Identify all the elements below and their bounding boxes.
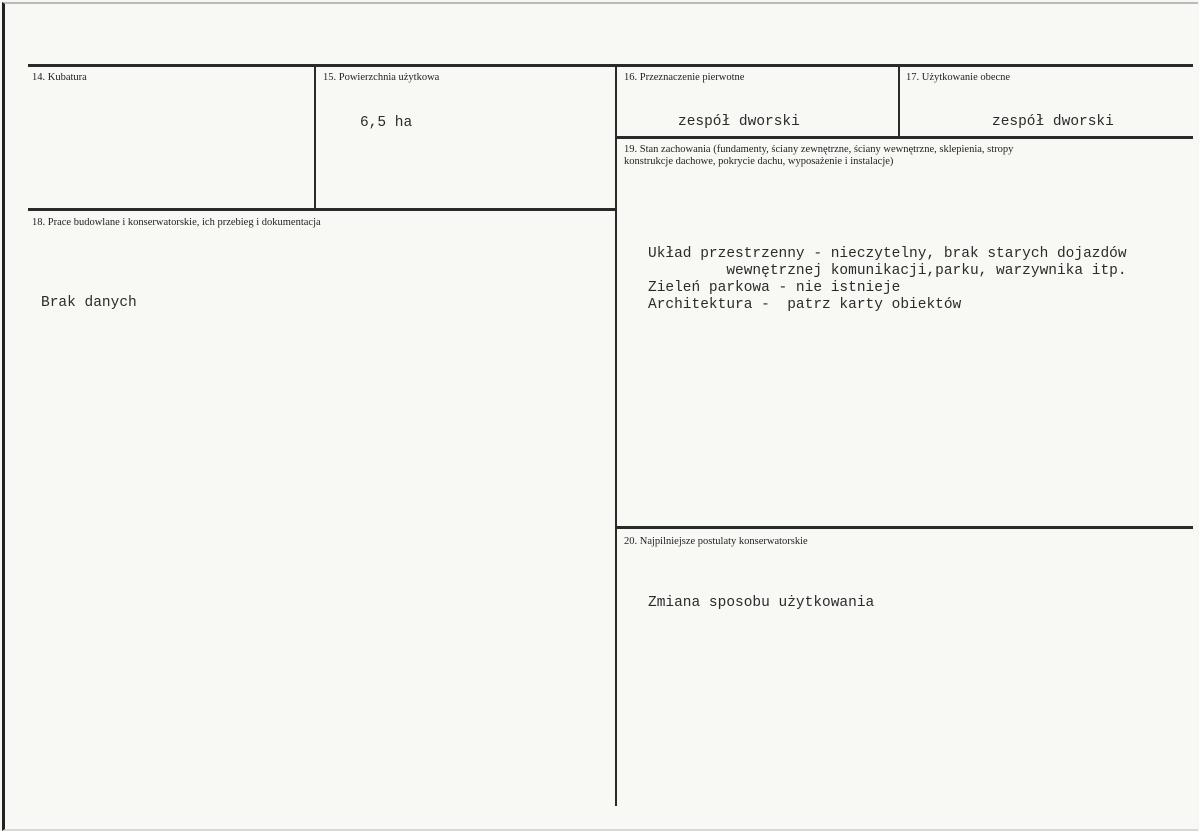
main-vertical-divider xyxy=(615,66,617,806)
divider-16-17 xyxy=(898,66,900,138)
field-18-value: Brak danych xyxy=(41,295,137,311)
field-19-label-line1: 19. Stan zachowania (fundamenty, ściany zewnętrzne, ściany wewnętrzne, sklepienia, stropy xyxy=(624,144,1014,155)
field-17-label: 17. Użytkowanie obecne xyxy=(906,72,1011,83)
field-18-label: 18. Prace budowlane i konserwatorskie, ich przebieg i dokumentacja xyxy=(32,217,321,228)
field-20-label: 20. Najpilniejsze postulaty konserwatorskie xyxy=(624,536,808,547)
field-19-label-line2: konstrukcje dachowe, pokrycie dachu, wyposażenie i instalacje) xyxy=(624,156,894,167)
field-20-value: Zmiana sposobu użytkowania xyxy=(648,595,875,611)
field-19-line-1: Układ przestrzenny - nieczytelny, brak starych dojazdów xyxy=(648,246,1127,262)
field-15-value: 6,5 ha xyxy=(360,115,413,131)
field-19-line-2: wewnętrznej komunikacji,parku, warzywnika itp. xyxy=(648,263,1127,279)
field-19-line-3: Zieleń parkowa - nie istnieje xyxy=(648,280,901,296)
section19-bottom-rule xyxy=(616,526,1193,529)
divider-14-15 xyxy=(314,66,316,209)
field-16-value: zespół dworski xyxy=(678,114,800,130)
row1-bottom-rule-left xyxy=(28,208,616,211)
row1-bottom-rule-right xyxy=(616,136,1193,139)
field-16-label: 16. Przeznaczenie pierwotne xyxy=(624,72,745,83)
field-15-label: 15. Powierzchnia użytkowa xyxy=(323,72,440,83)
field-14-label: 14. Kubatura xyxy=(32,72,87,83)
field-19-line-4: Architektura - patrz karty obiektów xyxy=(648,297,962,313)
field-17-value: zespół dworski xyxy=(992,114,1114,130)
top-rule xyxy=(28,64,1193,67)
